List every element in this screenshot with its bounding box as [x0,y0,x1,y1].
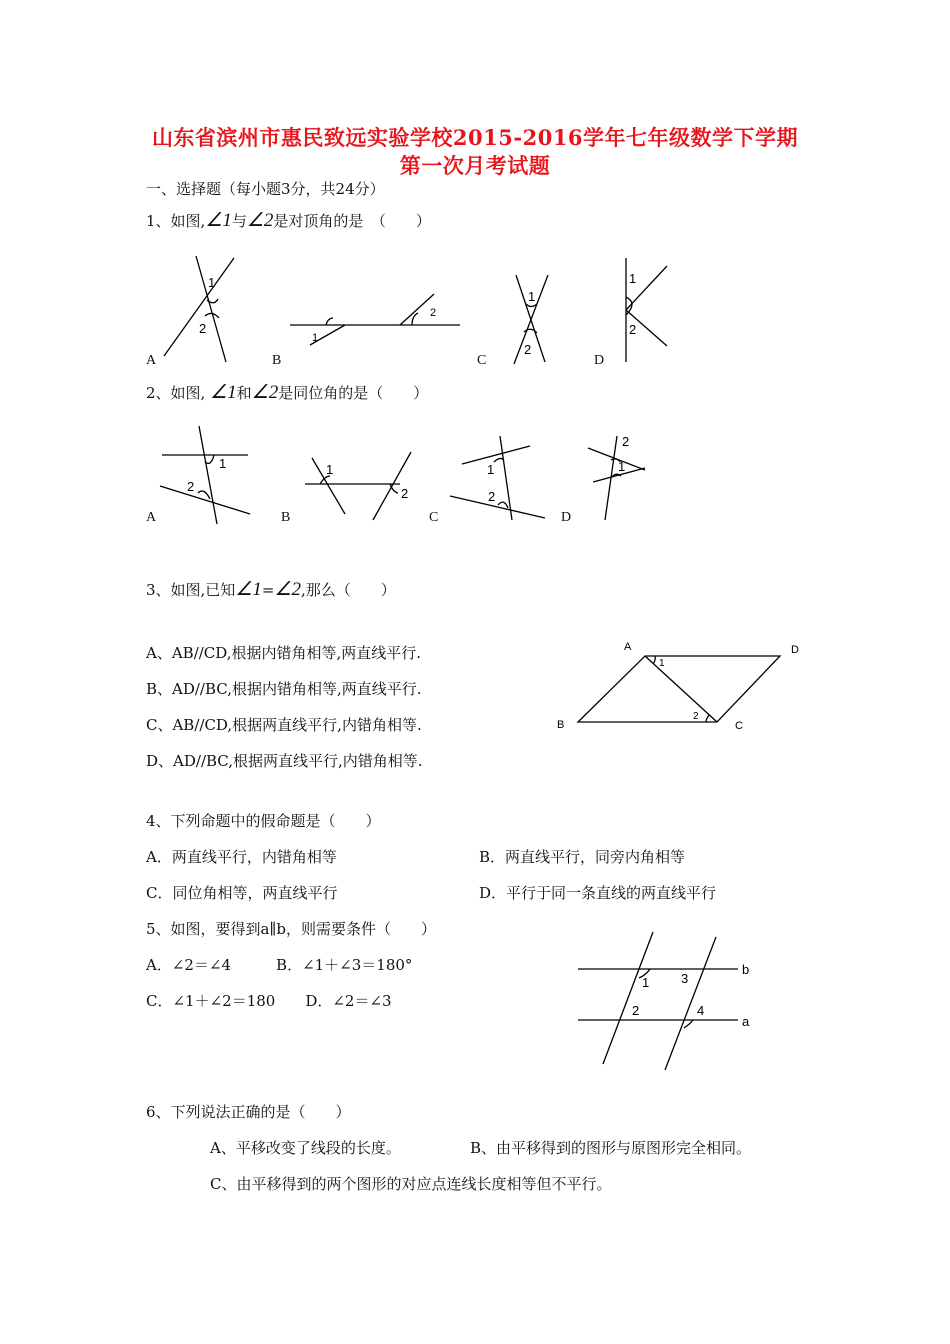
q1-label-c: C [477,353,487,368]
q5-figure [578,932,738,1070]
q5-stem: 5、如图，要得到a∥b，则需要条件（ ） [146,920,437,938]
q3-figure [578,656,780,722]
q6-option-c: C、由平移得到的两个图形的对应点连线长度相等但不平行。 [210,1175,612,1193]
q3-stem-b: ,那么（ ） [300,581,396,599]
q6-option-b: B、由平移得到的图形与原图形完全相同。 [470,1139,752,1157]
q1-mid: 与 [231,212,247,230]
q3-point-d: D [791,644,799,656]
q4-option-c: C．同位角相等，两直线平行 [146,884,338,902]
section-heading: 一、选择题（每小题3分，共24分） [146,180,385,198]
q1a-mark-2: 2 [199,321,207,336]
q2-figure-b [305,452,411,520]
q1a-mark-1: 1 [208,275,216,290]
q5-mark-2: 2 [632,1003,640,1018]
q1c-mark-2: 2 [524,342,532,357]
q1-label-b: B [272,353,282,368]
title-line-1: 山东省滨州市惠民致远实验学校2015-2016学年七年级数学下学期 [151,125,799,150]
q2c-mark-2: 2 [488,489,496,504]
q2c-mark-1: 1 [487,462,495,477]
q3-mark-2: 2 [693,711,699,722]
q3-point-c: C [735,720,743,732]
q5-mark-4: 4 [697,1003,705,1018]
q3-point-b: B [557,719,565,731]
q2d-mark-1: 1 [618,459,626,474]
q1d-mark-1: 1 [629,271,637,286]
q2-stem [146,381,428,404]
q3-angle2: ∠2 [274,579,301,600]
q4-stem: 4、下列命题中的假命题是（ ） [146,812,381,830]
q6-stem: 6、下列说法正确的是（ ） [146,1103,351,1121]
q3-option-a: A、AB//CD,根据内错角相等,两直线平行. [146,644,422,662]
title-line-2: 第一次月考试题 [399,153,551,178]
q5-line-a: a [742,1014,750,1029]
q3-stem [146,578,396,601]
q3-point-a: A [624,641,632,653]
q2-stem-a: 2、如图, [146,384,206,402]
q2-figure-c [450,436,545,520]
q2-stem-b: 是同位角的是（ ） [278,384,429,402]
q1b-mark-2: 2 [430,307,437,319]
q1-label-a: A [146,353,157,368]
q2-label-b: B [281,510,291,525]
q2-label-c: C [429,510,439,525]
q1c-mark-1: 1 [528,289,536,304]
q3-option-b: B、AD//BC,根据内错角相等,两直线平行. [146,680,422,698]
q4-option-d: D．平行于同一条直线的两直线平行 [479,884,717,902]
q2-mid: 和 [236,384,252,402]
q3-option-c: C、AB//CD,根据两直线平行,内错角相等. [146,716,422,734]
q3-mark-1: 1 [659,658,665,669]
q2-angle1: ∠1 [210,382,237,403]
q5-options-row1: A．∠2＝∠4 B．∠1＋∠3＝180° [146,956,413,974]
q2-angle2: ∠2 [251,382,279,403]
q5-mark-1: 1 [642,975,650,990]
q2b-mark-2: 2 [401,486,409,501]
q2-label-d: D [561,510,572,525]
q1-angle2: ∠2 [246,210,274,231]
q1d-mark-2: 2 [629,322,637,337]
q5-options-row2: C．∠1＋∠2＝180 D．∠2＝∠3 [146,992,392,1010]
q1-stem-b: 是对顶角的是 （ ） [273,212,431,230]
q5-line-b: b [742,962,750,977]
q2-figure-d [588,436,645,520]
q4-option-a: A．两直线平行，内错角相等 [146,848,337,866]
q2-label-a: A [146,510,157,525]
q2a-mark-1: 1 [219,456,227,471]
q3-eq: = [261,581,275,599]
q6-option-a: A、平移改变了线段的长度。 [210,1139,401,1157]
q2b-mark-1: 1 [326,462,334,477]
q3-angle1: ∠1 [235,579,262,600]
q4-option-b: B．两直线平行，同旁内角相等 [479,848,686,866]
q1-stem-a: 1、如图, [146,212,206,230]
q3-option-d: D、AD//BC,根据两直线平行,内错角相等. [146,752,423,770]
q2-figure-a [160,426,250,524]
q2d-mark-2: 2 [622,434,630,449]
q5-mark-3: 3 [681,971,689,986]
q2a-mark-2: 2 [187,479,195,494]
q1-label-d: D [594,353,605,368]
q3-stem-a: 3、如图,已知 [146,581,236,599]
q1-figure-a [164,256,234,362]
q1b-mark-1: 1 [312,332,319,344]
q1-angle1: ∠1 [205,210,232,231]
